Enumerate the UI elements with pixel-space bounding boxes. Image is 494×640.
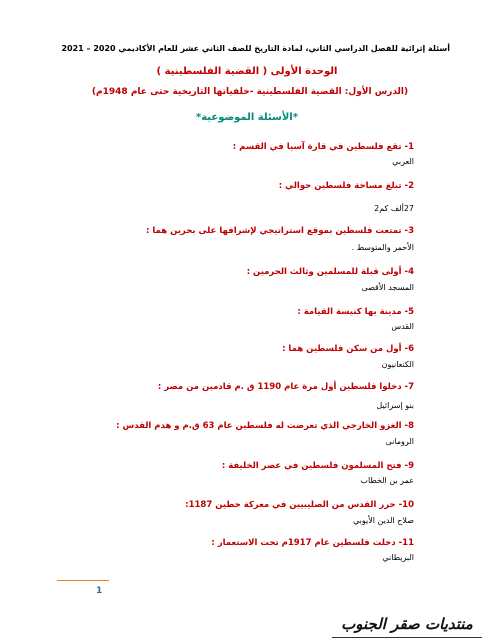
question-3: 3- تمتعت فلسطين بموقع استراتيجي لإشرافها على بحرين هما : — [145, 226, 414, 236]
page-number: 1 — [96, 586, 103, 596]
answer-7: بنو إسرائيل — [376, 401, 414, 410]
question-9: 9- فتح المسلمون فلسطين في عصر الخليفة : — [221, 461, 414, 471]
question-7: 7- دخلوا فلسطين أول مرة عام 1190 ق .م قادمين من مصر : — [157, 382, 414, 392]
answer-11: البريطاني — [382, 553, 414, 562]
answer-9: عمر بن الخطاب — [360, 476, 414, 485]
header-line: أسئلة إثرائية للفصل الدراسي الثاني، لمادة التاريخ للصف الثاني عشر للعام الأكاديمي 2020 – 2021 — [61, 44, 450, 53]
answer-10: صلاح الدين الأيوبي — [352, 516, 414, 525]
unit-title: الوحدة الأولى ( القضية الفلسطينية ) — [156, 66, 338, 77]
answer-4: المسجد الأقصى — [361, 283, 414, 292]
answer-2: 27ألف كم2 — [374, 204, 414, 213]
footer-rule — [57, 580, 109, 581]
answer-8: الرومانى — [385, 437, 414, 446]
question-4: 4- أولى قبلة للمسلمين وثالث الحرمين : — [246, 267, 414, 277]
question-2: 2- تبلغ مساحة فلسطين حوالي : — [278, 181, 414, 191]
question-1: 1- تقع فلسطين في قارة آسيا في القسم : — [232, 142, 414, 152]
question-6: 6- أول من سكن فلسطين هما : — [282, 344, 414, 354]
answer-6: الكنعانيون — [381, 360, 414, 369]
section-title: *الأسئلة الموضوعية* — [196, 112, 298, 123]
answer-5: القدس — [391, 322, 414, 331]
question-8: 8- الغزو الخارجي الذي تعرضت له فلسطين عام 63 ق.م و هدم القدس : — [116, 421, 414, 431]
lesson-title: (الدرس الأول: القضية الفلسطينية -خلفياتها التاريخية حتى عام 1948م) — [91, 87, 409, 97]
question-11: 11- دخلت فلسطين عام 1917م تحت الاستعمار : — [211, 538, 414, 548]
question-5: 5- مدينة بها كنيسة القيامة : — [297, 307, 414, 317]
question-10: 10- حرر القدس من الصليبيين في معركة حطين 1187: — [185, 500, 414, 510]
site-logo: منتديات صقر الجنوب — [332, 611, 482, 638]
answer-1: العربي — [392, 157, 414, 166]
answer-3: الأحمر والمتوسط . — [351, 243, 414, 252]
